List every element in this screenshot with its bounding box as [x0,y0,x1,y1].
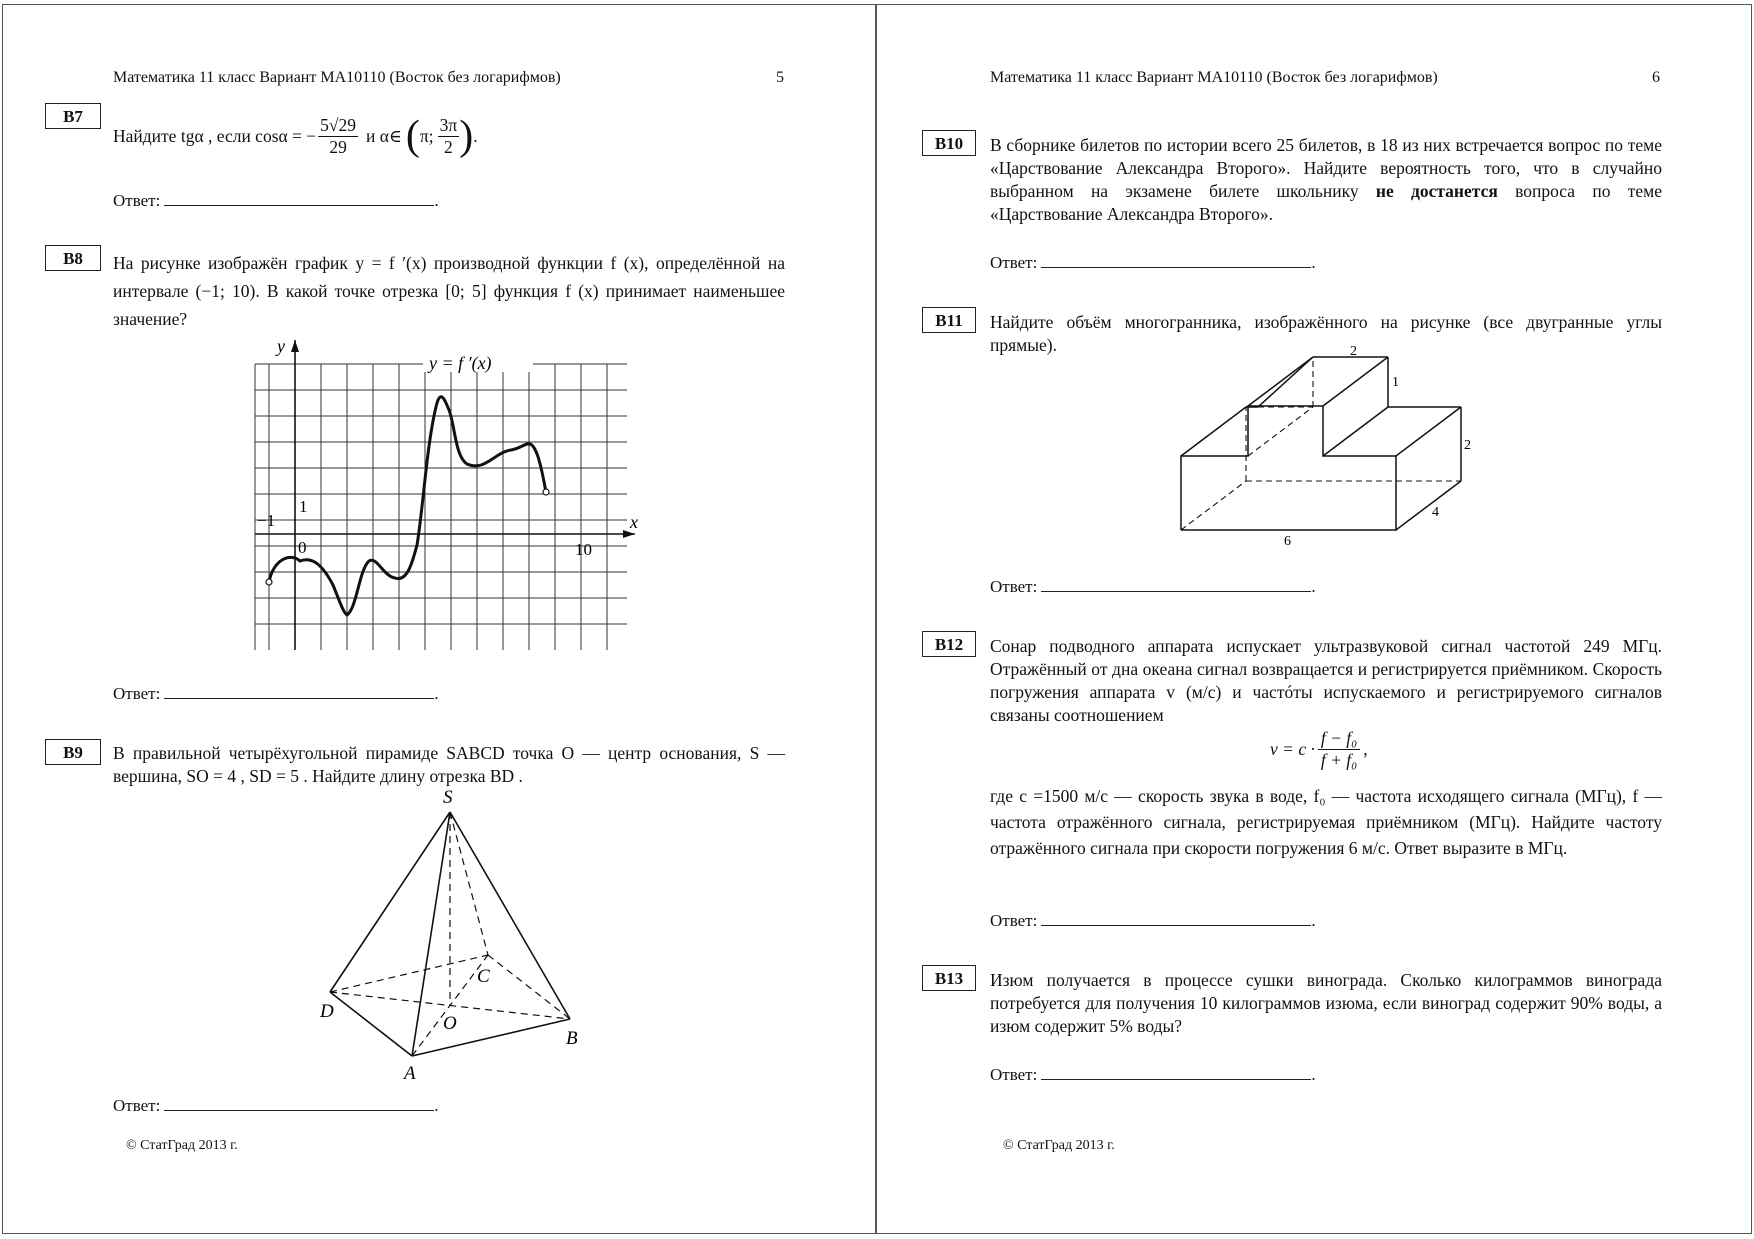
edge-depth-step-high [1323,357,1388,406]
graph-tick-neg1: −1 [257,511,276,530]
answer-b9: Ответ: . [113,1096,439,1115]
b7-mid: и α∈ [366,125,402,146]
problem-label-b9: B9 [45,739,101,765]
page-number: 5 [776,69,784,86]
answer-b10: Ответ: . [990,253,1316,272]
hidden-depth-bottom-left [1181,481,1246,530]
graph-y-arrow [291,340,299,352]
edge-depth-top-left [1181,407,1246,456]
b7-paren-open: ( [405,113,420,159]
problem-text-b12: Сонар подводного аппарата испускает ультразвуковой сигнал частотой 249 МГц. Отражённый от дна океана сигнал возвращается и регистрируется приёмником. Скорость погружения аппарата v (м/с) и частóты испускаемого и регистрируемого сигналов связаны соотношением [990,636,1662,725]
hidden-inner-depth [1248,407,1313,456]
edge-depth-top-back [1248,357,1313,406]
vertex-A-label: A [404,1063,416,1084]
answer-label: Ответ: [113,684,161,703]
edge-depth-bottom-right [1396,481,1461,530]
dim-top-label: 2 [1350,344,1357,359]
problem-text-b9: В правильной четырёхугольной пирамиде SABCD точка O — центр основания, S — вершина, SO = 4 , SD = 5 . Найдите длину отрезка BD . [113,743,785,786]
answer-field-b10[interactable] [1041,251,1311,268]
edge-SB [450,812,570,1019]
graph-b8 [255,336,638,650]
b10-text-b: вопроса по теме «Царствование Александра Второго». [990,181,1662,224]
answer-field-b13[interactable] [1041,1063,1311,1080]
answer-b12: Ответ: . [990,911,1316,930]
page-header: Математика 11 класс Вариант МА10110 (Восток без логарифмов) [113,69,561,86]
polyhedron-figure-b11 [1170,344,1480,549]
edge-SC [450,812,488,955]
answer-field-b7[interactable] [164,189,434,206]
graph-axis-x-label: x [630,512,638,532]
vertex-O-label: O [443,1013,457,1034]
b7-frac-den: 29 [329,136,347,157]
vertex-D-label: D [320,1001,334,1022]
b10-text-bold: не достанется [1375,181,1498,201]
b7-frac-num: 5√29 [320,114,357,135]
answer-field-b12[interactable] [1041,909,1311,926]
answer-b8: Ответ: . [113,684,439,703]
problem-label-b8: B8 [45,245,101,271]
b7-set-open: π; [419,125,434,146]
dim-depth-label: 4 [1432,505,1439,520]
b12-formula [1270,728,1368,771]
b7-paren-close: ) [459,113,474,159]
dim-step-label: 1 [1392,375,1399,390]
vertex-B-label: B [566,1028,578,1049]
edge-DA [330,992,412,1056]
problem-text-b7: Найдите tgα , если cosα = − $\frac{5√29}{29}$ и α∈ ( π; $\frac{3\pi}{2}$ ) . [113,113,478,159]
b12-formula-fraction [1318,728,1360,771]
answer-b13: Ответ: . [990,1065,1316,1084]
graph-tick-1: 1 [299,497,308,516]
answer-label: Ответ: [990,911,1038,930]
problem-label-b7: B7 [45,103,101,129]
answer-label: Ответ: [113,191,161,210]
problem-label-b11: B11 [922,307,976,333]
pyramid-figure-b9 [310,785,590,1085]
answer-field-b11[interactable] [1041,575,1311,592]
graph-curve-label: y = f ′(x) [429,353,492,373]
edge-depth-top-right [1396,407,1461,456]
graph-open-point-start [266,579,272,585]
problem-label-b10: B10 [922,130,976,156]
answer-label: Ответ: [990,253,1038,272]
b7-lead: Найдите tgα , если cosα = − [113,125,317,146]
edge-CB [488,955,570,1019]
vertex-S-label: S [443,787,453,808]
problem-label-b12: B12 [922,631,976,657]
copyright: © СтатГрад 2013 г. [1003,1138,1115,1153]
graph-axis-y-label: y [277,336,285,356]
answer-b7: Ответ: . [113,191,439,210]
b7-set-num: 3π [439,114,458,135]
b12-formula-num: f − f₀ [1318,728,1360,750]
b12-formula-end: , [1363,739,1368,759]
page-number: 6 [1652,69,1660,86]
problem-text-b10 [990,134,1662,226]
edge-SD [330,812,450,992]
problem-text-b13: Изюм получается в процессе сушки винограда. Сколько килограммов винограда потребуется для получения 10 килограммов изюма, если виноград содержит 90% воды, а изюм содержит 5% воды? [990,970,1662,1036]
b7-set-den: 2 [444,136,453,157]
b12-formula-lhs: v = c · [1270,739,1315,759]
vertex-C-label: C [477,966,490,987]
dim-length-label: 6 [1284,534,1291,549]
edge-depth-step-low [1323,407,1388,456]
copyright: © СтатГрад 2013 г. [126,1138,238,1153]
b10-text-a: В сборнике билетов по истории всего 25 билетов, в 18 из них встречается вопрос по теме «Царствование Александра Второго». Найдите вероятность того, что в случайно выбранном на экзамене билете школьнику [990,135,1662,201]
answer-field-b8[interactable] [164,682,434,699]
answer-b11: Ответ: . [990,577,1316,596]
problem-label-b13: B13 [922,965,976,991]
graph-tick-10: 10 [575,540,592,559]
graph-curve [269,397,546,615]
dim-height-label: 2 [1464,438,1471,453]
graph-open-point-end [543,489,549,495]
b12-formula-den: f + f₀ [1320,750,1358,770]
answer-label: Ответ: [113,1096,161,1115]
problem-text-b11: Найдите объём многогранника, изображённого на рисунке (все двугранные углы прямые). [990,312,1662,355]
problem-text-b8: На рисунке изображён график y = f ′(x) производной функции f (x), определённой на интервале (−1; 10). В какой точке отрезка [0; 5] функция f (x) принимает наименьшее значение? [113,253,785,329]
answer-field-b9[interactable] [164,1094,434,1111]
graph-tick-0: 0 [298,538,307,557]
problem-text2-b12: где c =1500 м/с — скорость звука в воде, f₀ — частота исходящего сигнала (МГц), f — частота отражённого сигнала, регистрируемая приёмником (МГц). Найдите частоту отражённого сигнала при скорости погружения 6 м/с. Ответ выразите в МГц. [990,786,1662,858]
answer-label: Ответ: [990,577,1038,596]
answer-label: Ответ: [990,1065,1038,1084]
page-header: Математика 11 класс Вариант МА10110 (Восток без логарифмов) [990,69,1438,86]
b7-set-fraction [438,115,460,158]
b7-fraction [318,115,358,158]
